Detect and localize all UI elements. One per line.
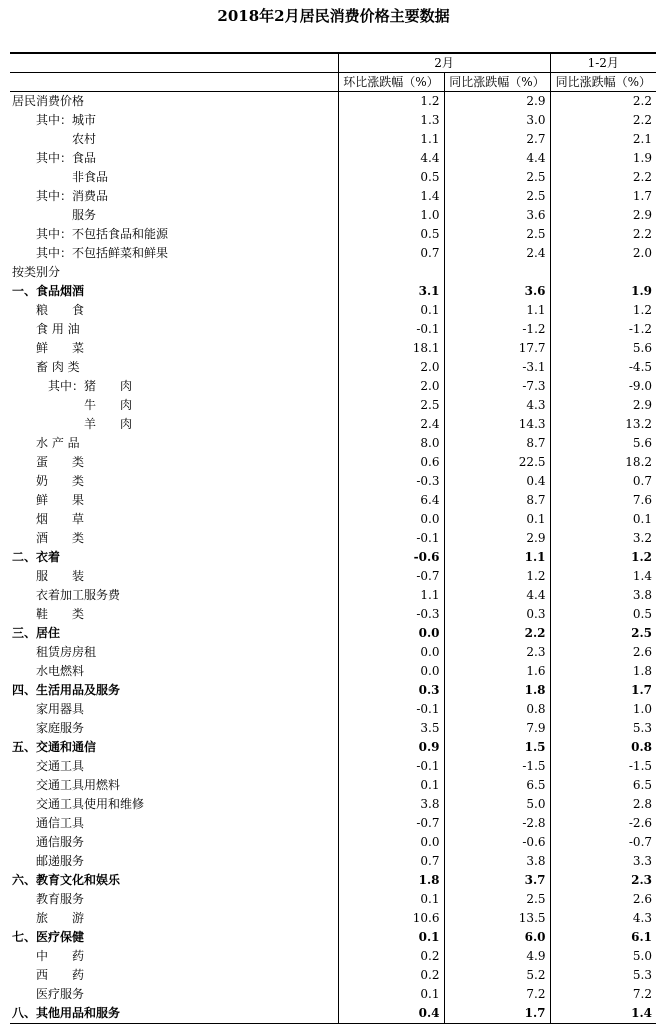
table-row: [10, 909, 656, 928]
cell-ytd: 1.2: [550, 301, 656, 320]
cell-yoy: 0.3: [444, 605, 550, 624]
cell-mom: 0.2: [338, 947, 444, 966]
cell-yoy: 2.5: [444, 168, 550, 187]
table-row: [10, 567, 656, 586]
row-label: 服务: [72, 208, 97, 222]
table-row: [10, 966, 656, 985]
cell-mom: 0.0: [338, 833, 444, 852]
cell-mom: 0.0: [338, 624, 444, 643]
cell-yoy: 0.8: [444, 700, 550, 719]
table-row: [10, 301, 656, 320]
cell-mom: 3.8: [338, 795, 444, 814]
row-label: 其中：食品: [36, 151, 97, 165]
cell-yoy: -1.2: [444, 320, 550, 339]
row-label: 中 药: [36, 949, 85, 963]
cell-mom: 0.1: [338, 890, 444, 909]
cell-ytd: -1.5: [550, 757, 656, 776]
cell-yoy: -7.3: [444, 377, 550, 396]
cell-mom: 4.4: [338, 149, 444, 168]
cell-ytd: 13.2: [550, 415, 656, 434]
cell-mom: 0.9: [338, 738, 444, 757]
cell-ytd: 0.7: [550, 472, 656, 491]
row-label: 牛 肉: [84, 398, 133, 412]
row-label: 农村: [72, 132, 97, 146]
table-row: [10, 852, 656, 871]
table-row: [10, 776, 656, 795]
cell-mom: 0.5: [338, 225, 444, 244]
cell-mom: -0.7: [338, 567, 444, 586]
cell-ytd: 2.5: [550, 624, 656, 643]
cell-mom: 6.4: [338, 491, 444, 510]
cell-yoy: -0.6: [444, 833, 550, 852]
table-row: [10, 244, 656, 263]
row-label: 四、生活用品及服务: [12, 683, 121, 697]
cell-mom: -0.7: [338, 814, 444, 833]
cell-mom: 1.8: [338, 871, 444, 890]
table-row: [10, 662, 656, 681]
cell-mom: 1.0: [338, 206, 444, 225]
header-group-janfeb: 1-2月: [550, 53, 656, 73]
cell-yoy: 1.1: [444, 548, 550, 567]
table-row: [10, 586, 656, 605]
row-label: 按类别分: [12, 265, 61, 279]
cell-mom: 18.1: [338, 339, 444, 358]
cell-ytd: 5.6: [550, 434, 656, 453]
cell-ytd: 2.9: [550, 396, 656, 415]
row-label: 鞋 类: [36, 607, 85, 621]
cell-yoy: 8.7: [444, 491, 550, 510]
cell-mom: 1.4: [338, 187, 444, 206]
table-row: [10, 206, 656, 225]
cell-yoy: 3.6: [444, 282, 550, 301]
cell-ytd: 3.2: [550, 529, 656, 548]
table-row: [10, 985, 656, 1004]
table-row: [10, 453, 656, 472]
cell-ytd: 1.4: [550, 1004, 656, 1024]
table-row: [10, 947, 656, 966]
cell-mom: -0.1: [338, 320, 444, 339]
cell-mom: 0.6: [338, 453, 444, 472]
row-label: 粮 食: [36, 303, 85, 317]
cell-mom: -0.1: [338, 700, 444, 719]
cell-yoy: 2.4: [444, 244, 550, 263]
table-row: [10, 187, 656, 206]
cell-yoy: 2.2: [444, 624, 550, 643]
table-row: [10, 833, 656, 852]
cell-ytd: 3.8: [550, 586, 656, 605]
table-row: [10, 168, 656, 187]
page-title: 2018年2月居民消费价格主要数据: [217, 7, 450, 25]
table-row: [10, 643, 656, 662]
cell-ytd: 2.6: [550, 643, 656, 662]
cell-ytd: -1.2: [550, 320, 656, 339]
table-row: [10, 1004, 656, 1024]
cell-yoy: 2.9: [444, 529, 550, 548]
cell-ytd: 2.2: [550, 92, 656, 112]
cell-mom: -0.1: [338, 529, 444, 548]
cell-yoy: 22.5: [444, 453, 550, 472]
cell-ytd: 5.3: [550, 966, 656, 985]
row-label: 其中：不包括食品和能源: [36, 227, 169, 241]
row-label: 交通工具用燃料: [36, 778, 121, 792]
table-row: [10, 491, 656, 510]
cell-yoy: 5.2: [444, 966, 550, 985]
cell-ytd: 6.1: [550, 928, 656, 947]
row-label: 一、食品烟酒: [12, 284, 85, 298]
cell-mom: 0.1: [338, 928, 444, 947]
row-label: 交通工具使用和维修: [36, 797, 145, 811]
header-group-feb: 2月: [338, 53, 550, 73]
cell-yoy: 0.1: [444, 510, 550, 529]
row-label: 旅 游: [36, 911, 85, 925]
cell-ytd: 2.2: [550, 168, 656, 187]
table-row: [10, 529, 656, 548]
row-label: 蛋 类: [36, 455, 85, 469]
row-label: 交通工具: [36, 759, 85, 773]
cell-yoy: 8.7: [444, 434, 550, 453]
row-label: 水电燃料: [36, 664, 85, 678]
table-row: [10, 434, 656, 453]
cell-mom: 0.0: [338, 643, 444, 662]
cell-mom: 1.2: [338, 92, 444, 112]
table-row: [10, 320, 656, 339]
cell-ytd: 1.7: [550, 681, 656, 700]
cell-yoy: 2.3: [444, 643, 550, 662]
cell-mom: -0.3: [338, 472, 444, 491]
header-blank-2: [10, 73, 338, 92]
row-label: 租赁房房租: [36, 645, 97, 659]
cell-yoy: [444, 263, 550, 282]
cell-yoy: 3.6: [444, 206, 550, 225]
cell-mom: 2.4: [338, 415, 444, 434]
cell-yoy: -3.1: [444, 358, 550, 377]
cell-mom: 2.5: [338, 396, 444, 415]
cell-mom: 8.0: [338, 434, 444, 453]
cell-yoy: 3.8: [444, 852, 550, 871]
table-row: [10, 624, 656, 643]
row-label: 通信工具: [36, 816, 85, 830]
cell-yoy: 7.2: [444, 985, 550, 1004]
cpi-table: [10, 52, 656, 1024]
cell-ytd: 4.3: [550, 909, 656, 928]
row-label: 居民消费价格: [12, 94, 85, 108]
cell-ytd: 1.9: [550, 282, 656, 301]
cell-yoy: 2.5: [444, 890, 550, 909]
row-label: 教育服务: [36, 892, 85, 906]
cell-mom: 10.6: [338, 909, 444, 928]
header-blank: [10, 53, 338, 73]
cell-ytd: -9.0: [550, 377, 656, 396]
row-label: 羊 肉: [84, 417, 133, 431]
header-col-yoy: 同比涨跌幅（%）: [444, 73, 550, 92]
cell-yoy: 1.7: [444, 1004, 550, 1024]
table-row: [10, 719, 656, 738]
row-label: 奶 类: [36, 474, 85, 488]
row-label: 非食品: [72, 170, 109, 184]
cell-mom: 0.1: [338, 985, 444, 1004]
row-label: 通信服务: [36, 835, 85, 849]
cell-yoy: -2.8: [444, 814, 550, 833]
row-label: 衣着加工服务费: [36, 588, 121, 602]
header-row-columns: [10, 73, 656, 92]
cell-ytd: 3.3: [550, 852, 656, 871]
table-row: [10, 282, 656, 301]
cell-ytd: 6.5: [550, 776, 656, 795]
row-label: 六、教育文化和娱乐: [12, 873, 121, 887]
row-label: 家用器具: [36, 702, 85, 716]
cell-ytd: -2.6: [550, 814, 656, 833]
table-row: [10, 890, 656, 909]
row-label: 烟 草: [36, 512, 85, 526]
cell-ytd: 1.9: [550, 149, 656, 168]
table-row: [10, 358, 656, 377]
table-row: [10, 757, 656, 776]
cell-yoy: 2.7: [444, 130, 550, 149]
table-row: [10, 130, 656, 149]
header-row-groups: [10, 53, 656, 73]
row-label: 七、医疗保健: [12, 930, 85, 944]
cell-mom: 0.2: [338, 966, 444, 985]
cell-mom: 0.0: [338, 662, 444, 681]
cell-mom: 2.0: [338, 377, 444, 396]
table-row: [10, 92, 656, 112]
cell-mom: 0.5: [338, 168, 444, 187]
cell-ytd: 2.1: [550, 130, 656, 149]
table-row: [10, 928, 656, 947]
row-label: 鲜 菜: [36, 341, 85, 355]
table-row: [10, 263, 656, 282]
header-col-ytd: 同比涨跌幅（%）: [550, 73, 656, 92]
cell-mom: -0.6: [338, 548, 444, 567]
table-row: [10, 795, 656, 814]
cell-mom: 2.0: [338, 358, 444, 377]
row-label: 水 产 品: [36, 436, 80, 450]
cell-ytd: -0.7: [550, 833, 656, 852]
row-label: 五、交通和通信: [12, 740, 97, 754]
cell-mom: 1.3: [338, 111, 444, 130]
cell-yoy: 1.6: [444, 662, 550, 681]
table-row: [10, 871, 656, 890]
row-label: 酒 类: [36, 531, 85, 545]
table-body: [10, 92, 656, 1024]
row-label: 三、居住: [12, 626, 61, 640]
row-label: 服 装: [36, 569, 85, 583]
cell-yoy: 14.3: [444, 415, 550, 434]
cell-ytd: 2.0: [550, 244, 656, 263]
cell-yoy: 1.5: [444, 738, 550, 757]
cell-mom: 1.1: [338, 130, 444, 149]
cell-mom: 1.1: [338, 586, 444, 605]
cell-yoy: 4.4: [444, 586, 550, 605]
cell-ytd: 1.0: [550, 700, 656, 719]
cell-yoy: 4.9: [444, 947, 550, 966]
cell-ytd: 1.8: [550, 662, 656, 681]
row-label: 西 药: [36, 968, 85, 982]
cell-ytd: 2.3: [550, 871, 656, 890]
cell-mom: 3.1: [338, 282, 444, 301]
row-label: 其中：消费品: [36, 189, 109, 203]
cell-yoy: 2.5: [444, 225, 550, 244]
cell-mom: 0.0: [338, 510, 444, 529]
cell-ytd: -4.5: [550, 358, 656, 377]
cell-yoy: 3.7: [444, 871, 550, 890]
cell-yoy: -1.5: [444, 757, 550, 776]
cell-mom: -0.3: [338, 605, 444, 624]
cell-ytd: 5.3: [550, 719, 656, 738]
cell-ytd: 5.0: [550, 947, 656, 966]
cell-ytd: 0.5: [550, 605, 656, 624]
cell-yoy: 6.5: [444, 776, 550, 795]
cell-ytd: 7.6: [550, 491, 656, 510]
cell-ytd: 1.4: [550, 567, 656, 586]
table-row: [10, 396, 656, 415]
cell-mom: 0.7: [338, 244, 444, 263]
cell-yoy: 4.3: [444, 396, 550, 415]
cell-yoy: 1.1: [444, 301, 550, 320]
row-label: 其中：猪 肉: [48, 379, 133, 393]
cell-yoy: 1.8: [444, 681, 550, 700]
cell-mom: 0.3: [338, 681, 444, 700]
table-row: [10, 700, 656, 719]
row-label: 畜 肉 类: [36, 360, 80, 374]
cell-ytd: 0.1: [550, 510, 656, 529]
row-label: 八、其他用品和服务: [10, 1004, 338, 1024]
cell-ytd: 2.8: [550, 795, 656, 814]
cell-yoy: 2.9: [444, 92, 550, 112]
cell-yoy: 17.7: [444, 339, 550, 358]
row-label: 二、衣着: [12, 550, 61, 564]
table-row: [10, 472, 656, 491]
cell-yoy: 2.5: [444, 187, 550, 206]
cell-ytd: 5.6: [550, 339, 656, 358]
cell-mom: 0.1: [338, 301, 444, 320]
row-label: 邮递服务: [36, 854, 85, 868]
cell-ytd: 2.2: [550, 111, 656, 130]
table-row: [10, 225, 656, 244]
cell-mom: 0.1: [338, 776, 444, 795]
cell-ytd: 18.2: [550, 453, 656, 472]
cell-yoy: 0.4: [444, 472, 550, 491]
cell-ytd: 1.2: [550, 548, 656, 567]
table-row: [10, 605, 656, 624]
cell-yoy: 7.9: [444, 719, 550, 738]
cell-mom: 0.7: [338, 852, 444, 871]
table-row: [10, 377, 656, 396]
cell-mom: 0.4: [338, 1004, 444, 1024]
cell-yoy: 3.0: [444, 111, 550, 130]
table-row: [10, 339, 656, 358]
cell-ytd: 2.9: [550, 206, 656, 225]
row-label: 医疗服务: [36, 987, 85, 1001]
cell-mom: -0.1: [338, 757, 444, 776]
header-col-mom: 环比涨跌幅（%）: [338, 73, 444, 92]
row-label: 其中：城市: [36, 113, 97, 127]
row-label: 鲜 果: [36, 493, 85, 507]
cell-ytd: 2.6: [550, 890, 656, 909]
cell-ytd: 2.2: [550, 225, 656, 244]
cell-yoy: 13.5: [444, 909, 550, 928]
cell-ytd: 0.8: [550, 738, 656, 757]
table-row: [10, 415, 656, 434]
table-row: [10, 111, 656, 130]
cell-yoy: 1.2: [444, 567, 550, 586]
cell-ytd: 1.7: [550, 187, 656, 206]
table-row: [10, 814, 656, 833]
cell-yoy: 6.0: [444, 928, 550, 947]
row-label: 其中：不包括鲜菜和鲜果: [36, 246, 169, 260]
cell-yoy: 5.0: [444, 795, 550, 814]
table-row: [10, 149, 656, 168]
table-row: [10, 681, 656, 700]
row-label: 食 用 油: [36, 322, 80, 336]
cell-mom: [338, 263, 444, 282]
cell-ytd: [550, 263, 656, 282]
table-row: [10, 738, 656, 757]
row-label: 家庭服务: [36, 721, 85, 735]
cell-yoy: 4.4: [444, 149, 550, 168]
table-row: [10, 548, 656, 567]
cell-ytd: 7.2: [550, 985, 656, 1004]
table-row: [10, 510, 656, 529]
cell-mom: 3.5: [338, 719, 444, 738]
